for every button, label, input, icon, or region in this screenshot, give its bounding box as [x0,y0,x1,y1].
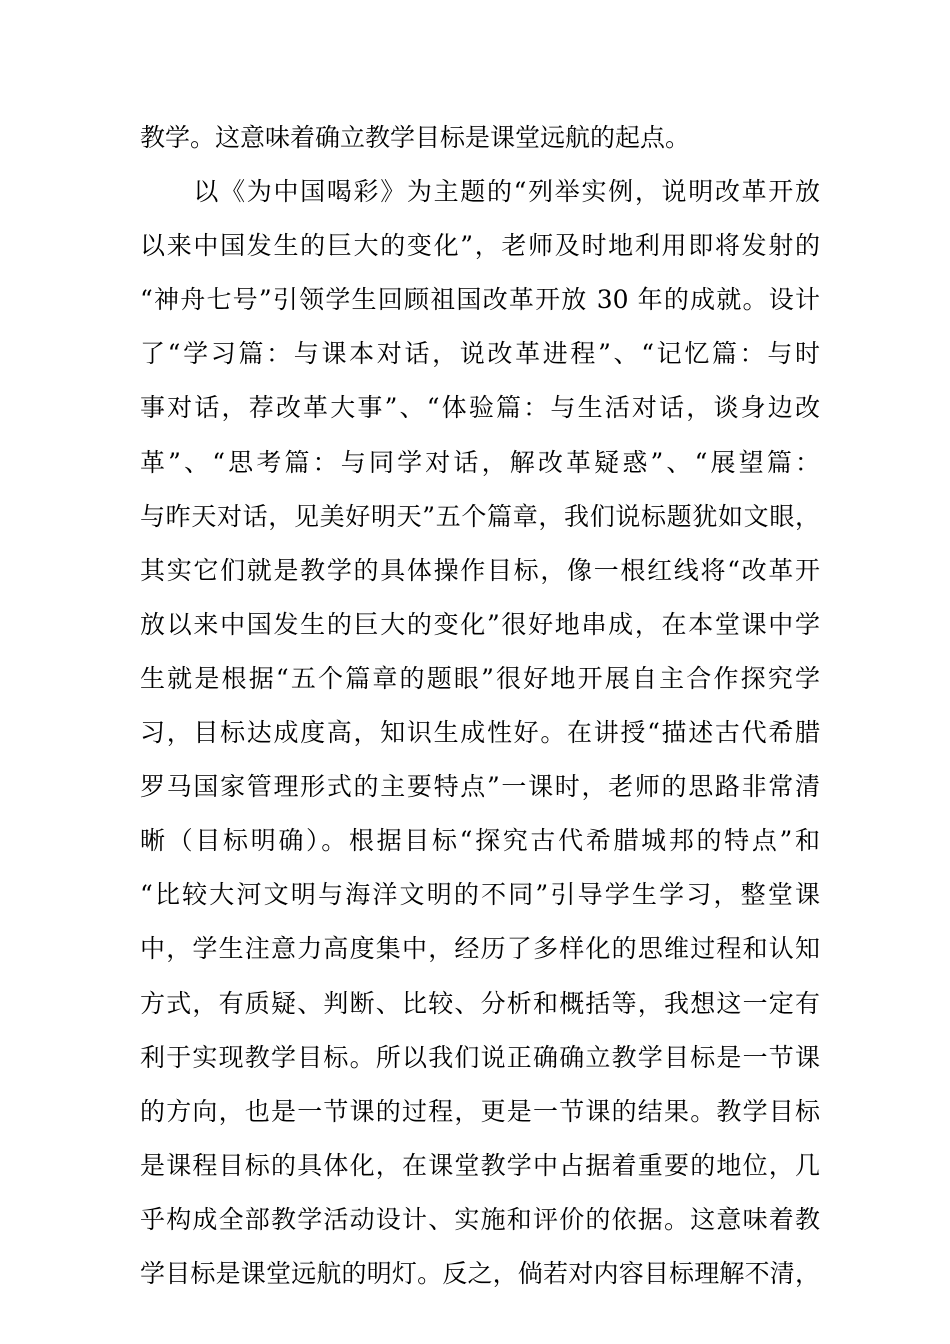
text-line: 罗马国家管理形式的主要特点”一课时，老师的思路非常清 [140,772,820,802]
text-line: 利于实现教学目标。所以我们说正确确立教学目标是一节课 [140,1042,820,1072]
text-line: 乎构成全部教学活动设计、实施和评价的依据。这意味着教 [140,1204,820,1234]
text-line: 以《为中国喝彩》为主题的“列举实例，说明改革开放 [140,177,820,207]
text-line: 放以来中国发生的巨大的变化”很好地串成，在本堂课中学 [140,609,820,639]
text-line: 教学。这意味着确立教学目标是课堂远航的起点。 [140,123,691,152]
text-line: 方式，有质疑、判断、比较、分析和概括等，我想这一定有 [140,988,820,1018]
text-line: 革”、“思考篇：与同学对话，解改革疑惑”、“展望篇： [140,447,820,477]
body-text [140,111,820,1301]
text-line: 事对话，荐改革大事”、“体验篇：与生活对话，谈身边改 [140,393,820,423]
text-line: 了“学习篇：与课本对话，说改革进程”、“记忆篇：与时 [140,339,820,369]
text-line: “比较大河文明与海洋文明的不同”引导学生学习，整堂课 [140,880,820,910]
text-line: 的方向，也是一节课的过程，更是一节课的结果。教学目标 [140,1096,820,1126]
text-line: 其实它们就是教学的具体操作目标，像一根红线将“改革开 [140,555,820,585]
text-line: 中，学生注意力高度集中，经历了多样化的思维过程和认知 [140,934,820,964]
text-line: 生就是根据“五个篇章的题眼”很好地开展自主合作探究学 [140,663,820,693]
text-line: 是课程目标的具体化，在课堂教学中占据着重要的地位，几 [140,1150,820,1180]
text-line: 以来中国发生的巨大的变化”，老师及时地利用即将发射的 [140,231,820,261]
text-line: 与昨天对话，见美好明天”五个篇章，我们说标题犹如文眼， [140,501,820,531]
text-line: 习，目标达成度高，知识生成性好。在讲授“描述古代希腊 [140,718,820,748]
text-line: 晰（目标明确）。根据目标“探究古代希腊城邦的特点”和 [140,826,820,856]
text-line: 学目标是课堂远航的明灯。反之，倘若对内容目标理解不清， [140,1258,820,1288]
text-line: “神舟七号”引领学生回顾祖国改革开放 30 年的成就。设计 [140,285,820,315]
